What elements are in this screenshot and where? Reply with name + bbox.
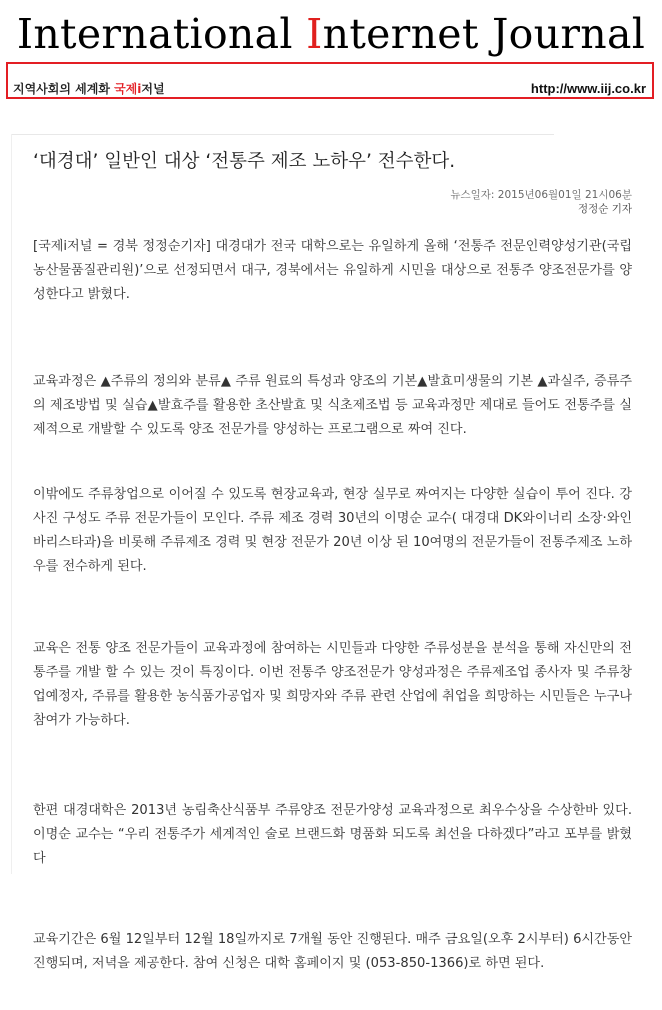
article-reporter: 정정순 기자 [577, 203, 632, 215]
masthead-text-end: nternet Journal [322, 10, 646, 58]
tagline-text: 지역사회의 세계화 [13, 82, 115, 96]
article-dateline: 뉴스일자: 2015년06월01일 21시06분 [450, 189, 632, 201]
masthead-text-start: International [16, 10, 307, 58]
tagline-brand-rest: 저널 [141, 82, 165, 96]
masthead-accent-letter: I [306, 10, 323, 58]
tagline-bar [6, 62, 654, 99]
article-paragraph: 한편 대경대학은 2013년 농림축산식품부 주류양조 전문가양성 교육과정으로 최우수상을 수상한바 있다. 이명순 교수는 “우리 전통주가 세계적인 술로 브랜드화 명품화 되도록 최선을 다하겠다”라고 포부를 밝혔다 [33, 803, 632, 866]
tagline-brand-red: 국제i [114, 82, 142, 96]
masthead-logo [0, 8, 662, 60]
article-paragraph: 교육은 전통 양조 전문가들이 교육과정에 참여하는 시민들과 다양한 주류성분을 분석을 통해 자신만의 전통주를 개발 할 수 있는 것이 특징이다. 이번 전통주 양조전문가 양성과정은 주류제조업 종사자 및 주류창업예정자, 주류를 활용한 농식품가공업자 및 희망자와 주류 관련 산업에 취업을 희망하는 시민들은 누구나 참여가 가능하다. [33, 641, 632, 728]
site-url-link[interactable]: http://www.iij.co.kr [530, 81, 646, 96]
tagline [13, 80, 165, 97]
article-headline: ‘대경대’ 일반인 대상 ‘전통주 제조 노하우’ 전수한다. [33, 151, 456, 172]
article-paragraph: 이밖에도 주류창업으로 이어질 수 있도록 현장교육과, 현장 실무로 짜여지는 다양한 실습이 투어 진다. 강사진 구성도 주류 전문가들이 모인다. 주류 제조 경력 30년의 이명순 교수( 대경대 DK와이너리 소장·와인바리스타과)을 비롯해 주류제조 경력 및 현장 전문가 20년 이상 된 10여명의 전문가들이 전통주제조 노하우를 전수하게 된다. [33, 487, 632, 574]
article-paragraph: [국제i저널 = 경북 정정순기자] 대경대가 전국 대학으로는 유일하게 올해 ‘전통주 전문인력양성기관(국립농산물품질관리원)’으로 선정되면서 대구, 경북에서는 유일하게 시민을 대상으로 전통주 양조전문가를 양성한다고 밝혔다. [33, 239, 632, 302]
article-top-divider [11, 134, 554, 135]
article-left-divider [11, 134, 12, 874]
article-paragraph: 교육기간은 6월 12일부터 12월 18일까지로 7개월 동안 진행된다. 매주 금요일(오후 2시부터) 6시간동안 진행되며, 저녁을 제공한다. 참여 신청은 대학 홈페이지 및 (053-850-1366)로 하면 된다. [33, 932, 632, 971]
article-paragraph: 교육과정은 ▲주류의 정의와 분류▲ 주류 원료의 특성과 양조의 기본▲발효미생물의 기본 ▲과실주, 증류주의 제조방법 및 실습▲발효주를 활용한 초산발효 및 식초제조법 등 교육과정만 제대로 들어도 전통주를 실제적으로 개발할 수 있도록 양조 전문가를 양성하는 프로그램으로 짜여 진다. [33, 374, 632, 437]
